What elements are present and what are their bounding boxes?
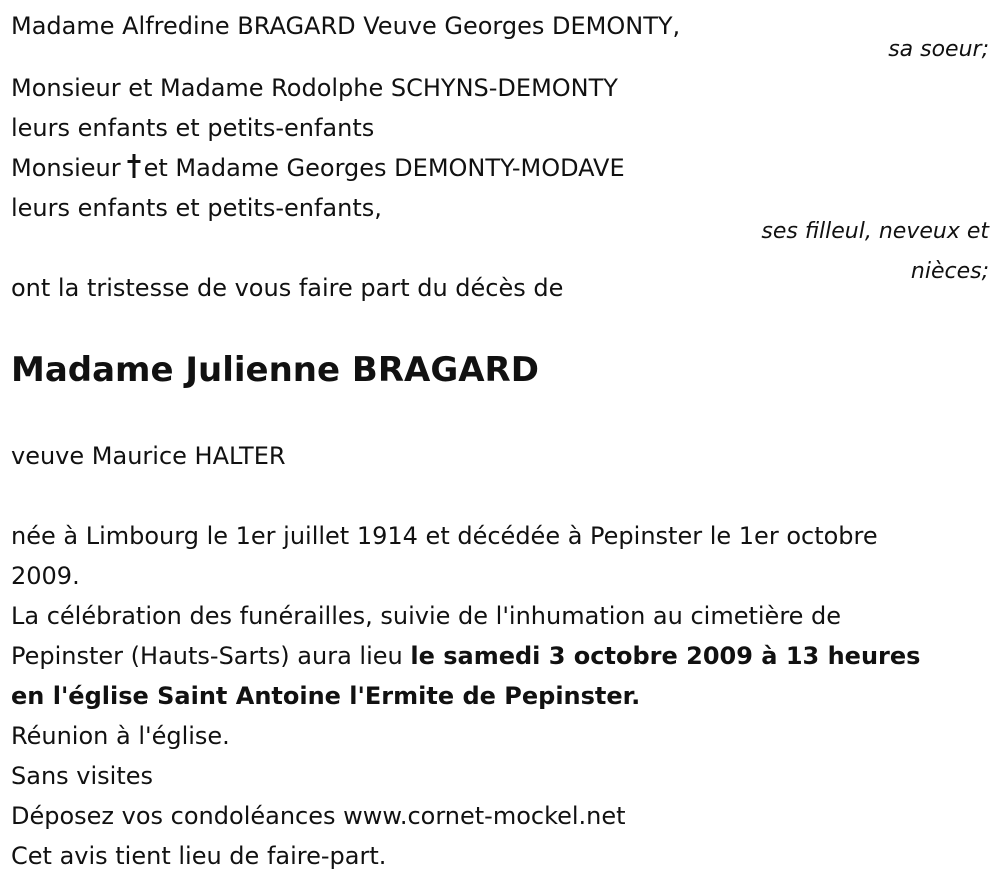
couple2-children: leurs enfants et petits-enfants, — [11, 194, 382, 222]
couple1-line: Monsieur et Madame Rodolphe SCHYNS-DEMONTY — [11, 74, 618, 102]
no-visits-line: Sans visites — [11, 762, 154, 790]
relatives-role-line1: ses filleul, neveux et — [761, 219, 989, 244]
couple2-line — [11, 148, 625, 191]
funeral-date: le samedi 3 octobre 2009 à 13 heures — [410, 642, 921, 670]
widow-of: veuve Maurice HALTER — [11, 442, 286, 470]
notice-line: Cet avis tient lieu de faire-part. — [11, 842, 387, 870]
meeting-line: Réunion à l'église. — [11, 722, 230, 750]
birth-death-line1: née à Limbourg le 1er juillet 1914 et décédée à Pepinster le 1er octobre — [11, 522, 878, 550]
funeral-line1: La célébration des funérailles, suivie de l'inhumation au cimetière de — [11, 602, 842, 630]
announcement: ont la tristesse de vous faire part du décès de — [11, 274, 564, 302]
funeral-line2 — [11, 636, 920, 676]
sister-role: sa soeur; — [888, 37, 989, 62]
sister-line: Madame Alfredine BRAGARD Veuve Georges DEMONTY, — [11, 12, 681, 40]
couple2-rest: et Madame Georges DEMONTY-MODAVE — [143, 154, 625, 182]
cross-icon — [127, 151, 141, 191]
deceased-name: Madame Julienne BRAGARD — [11, 350, 539, 390]
funeral-location: en l'église Saint Antoine l'Ermite de Pepinster. — [11, 682, 641, 710]
funeral-line2-prefix: Pepinster (Hauts-Sarts) aura lieu — [11, 642, 411, 670]
birth-death-line2: 2009. — [11, 562, 80, 590]
couple1-children: leurs enfants et petits-enfants — [11, 114, 375, 142]
relatives-role-line2: nièces; — [910, 259, 989, 284]
condolences-line: Déposez vos condoléances www.cornet-mockel.net — [11, 802, 626, 830]
couple2-prefix: Monsieur — [11, 154, 121, 182]
